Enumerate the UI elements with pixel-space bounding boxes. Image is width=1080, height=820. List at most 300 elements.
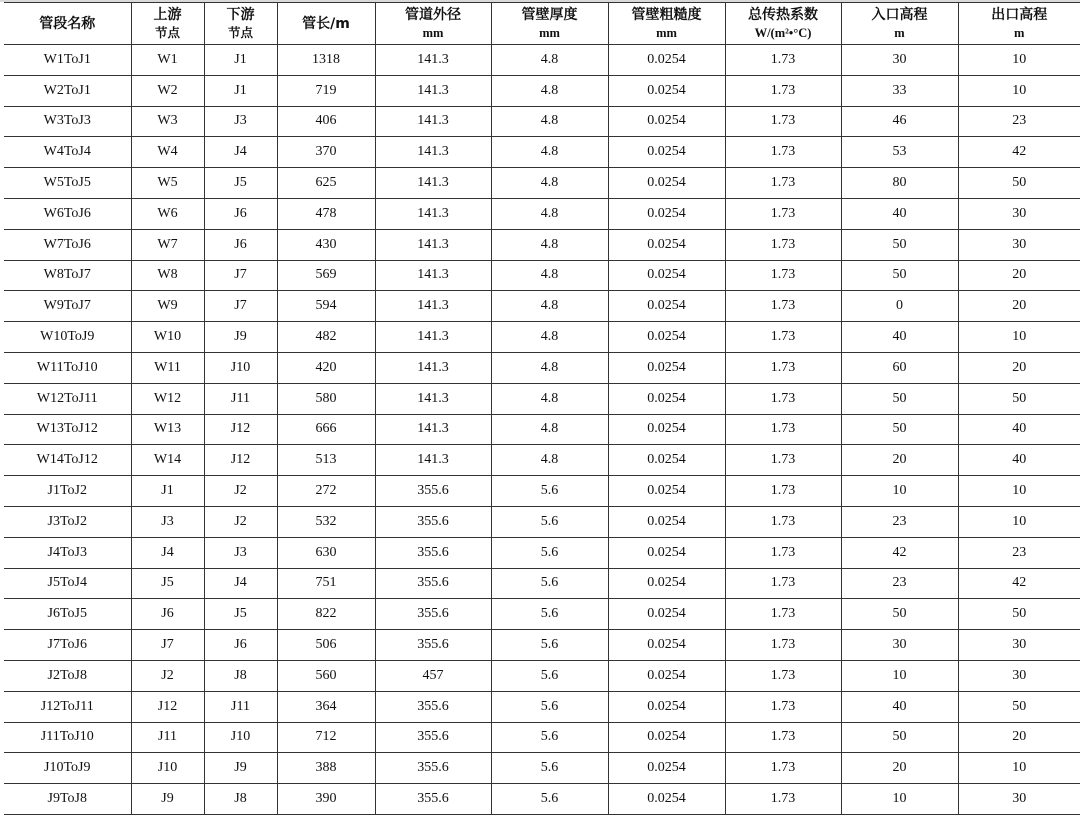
table-cell: J1 (204, 45, 277, 76)
table-cell: W8 (131, 260, 204, 291)
table-cell: 5.6 (491, 476, 608, 507)
table-row (4, 476, 1080, 507)
table-cell: 390 (277, 784, 375, 815)
table-cell: 272 (277, 476, 375, 507)
table-row (4, 229, 1080, 260)
table-cell: 719 (277, 75, 375, 106)
table-cell: 141.3 (375, 322, 491, 353)
table-cell: 420 (277, 352, 375, 383)
table-cell: J4 (204, 568, 277, 599)
table-cell: 10 (958, 45, 1080, 76)
table-cell: 23 (841, 568, 958, 599)
column-header-unit: m (1014, 25, 1025, 40)
table-cell: 40 (841, 691, 958, 722)
column-header-title: 下游 (226, 6, 255, 23)
table-row (4, 260, 1080, 291)
table-cell: J7 (204, 260, 277, 291)
table-cell: 0.0254 (608, 229, 725, 260)
table-cell: 20 (958, 260, 1080, 291)
table-cell: 1.73 (725, 660, 841, 691)
table-cell: 1.73 (725, 630, 841, 661)
table-cell: 141.3 (375, 75, 491, 106)
table-cell: 4.8 (491, 229, 608, 260)
table-row (4, 445, 1080, 476)
table-row (4, 537, 1080, 568)
table-cell: 10 (841, 660, 958, 691)
table-cell: 50 (958, 691, 1080, 722)
table-cell: 1.73 (725, 722, 841, 753)
table-cell: 355.6 (375, 753, 491, 784)
table-cell: 4.8 (491, 291, 608, 322)
table-cell: 4.8 (491, 414, 608, 445)
table-cell: 23 (958, 106, 1080, 137)
table-cell: 1.73 (725, 784, 841, 815)
table-cell: 5.6 (491, 784, 608, 815)
table-cell: 1.73 (725, 599, 841, 630)
table-cell: J1ToJ2 (4, 476, 131, 507)
table-row (4, 414, 1080, 445)
table-cell: W7 (131, 229, 204, 260)
table-cell: 4.8 (491, 260, 608, 291)
table-cell: J6 (204, 229, 277, 260)
column-header (4, 3, 131, 45)
table-cell: 0.0254 (608, 476, 725, 507)
table-cell: 23 (958, 537, 1080, 568)
table-cell: 457 (375, 660, 491, 691)
table-cell: 630 (277, 537, 375, 568)
table-cell: J8 (204, 660, 277, 691)
table-cell: 30 (958, 198, 1080, 229)
table-cell: 141.3 (375, 291, 491, 322)
table-cell: W11ToJ10 (4, 352, 131, 383)
table-cell: 50 (841, 383, 958, 414)
table-cell: 10 (958, 476, 1080, 507)
table-cell: 0.0254 (608, 168, 725, 199)
table-cell: J7ToJ6 (4, 630, 131, 661)
table-cell: 141.3 (375, 229, 491, 260)
table-cell: W1ToJ1 (4, 45, 131, 76)
table-cell: W14ToJ12 (4, 445, 131, 476)
table-cell: W9 (131, 291, 204, 322)
table-cell: 569 (277, 260, 375, 291)
table-cell: 10 (958, 75, 1080, 106)
table-cell: W9ToJ7 (4, 291, 131, 322)
column-header-title: 上游 (153, 6, 182, 23)
table-cell: 0 (841, 291, 958, 322)
column-header-unit: m (894, 25, 905, 40)
table-row (4, 137, 1080, 168)
table-cell: 1.73 (725, 106, 841, 137)
table-cell: 50 (841, 722, 958, 753)
table-body (4, 45, 1080, 815)
pipe-segment-table (4, 2, 1080, 815)
table-cell: 594 (277, 291, 375, 322)
table-cell: 0.0254 (608, 106, 725, 137)
table-row (4, 722, 1080, 753)
table-cell: 355.6 (375, 568, 491, 599)
table-cell: 5.6 (491, 537, 608, 568)
table-cell: W12ToJ11 (4, 383, 131, 414)
column-header-unit: mm (539, 25, 560, 40)
table-row (4, 291, 1080, 322)
table-cell: 822 (277, 599, 375, 630)
table-cell: 0.0254 (608, 383, 725, 414)
table-cell: 141.3 (375, 260, 491, 291)
table-cell: J3 (204, 537, 277, 568)
table-cell: 0.0254 (608, 352, 725, 383)
table-cell: 10 (958, 753, 1080, 784)
table-cell: 560 (277, 660, 375, 691)
table-cell: 1.73 (725, 691, 841, 722)
table-cell: J2ToJ8 (4, 660, 131, 691)
table-cell: 30 (841, 45, 958, 76)
table-row (4, 106, 1080, 137)
table-cell: 141.3 (375, 445, 491, 476)
table-cell: J7 (204, 291, 277, 322)
table-cell: J6 (131, 599, 204, 630)
table-cell: W14 (131, 445, 204, 476)
table-cell: 42 (958, 568, 1080, 599)
table-cell: 355.6 (375, 476, 491, 507)
table-cell: 5.6 (491, 599, 608, 630)
table-cell: J12ToJ11 (4, 691, 131, 722)
table-cell: 4.8 (491, 45, 608, 76)
table-cell: 0.0254 (608, 630, 725, 661)
table-cell: W6ToJ6 (4, 198, 131, 229)
table-cell: 355.6 (375, 722, 491, 753)
table-cell: J9 (204, 322, 277, 353)
table-row (4, 168, 1080, 199)
table-row (4, 75, 1080, 106)
table-cell: 0.0254 (608, 291, 725, 322)
column-header-title: 管壁厚度 (521, 6, 578, 23)
table-cell: J11 (131, 722, 204, 753)
table-cell: J4 (204, 137, 277, 168)
table-cell: 141.3 (375, 383, 491, 414)
table-cell: 482 (277, 322, 375, 353)
table-cell: 0.0254 (608, 722, 725, 753)
column-header-title: 管壁粗糙度 (631, 6, 702, 23)
table-cell: 5.6 (491, 753, 608, 784)
table-cell: 4.8 (491, 322, 608, 353)
table-row (4, 753, 1080, 784)
table-cell: 364 (277, 691, 375, 722)
table-cell: W4ToJ4 (4, 137, 131, 168)
table-cell: 0.0254 (608, 260, 725, 291)
table-cell: 0.0254 (608, 137, 725, 168)
table-cell: 10 (958, 322, 1080, 353)
table-cell: J5 (204, 168, 277, 199)
table-cell: J10 (204, 352, 277, 383)
column-header-title: 入口高程 (871, 6, 928, 23)
table-cell: 141.3 (375, 137, 491, 168)
table-cell: J7 (131, 630, 204, 661)
table-cell: 1.73 (725, 322, 841, 353)
table-cell: 141.3 (375, 352, 491, 383)
table-cell: 1.73 (725, 260, 841, 291)
table-cell: 0.0254 (608, 568, 725, 599)
column-header (277, 3, 375, 45)
column-header-unit: mm (422, 25, 444, 40)
table-header-row (4, 3, 1080, 45)
table-cell: J10ToJ9 (4, 753, 131, 784)
table-cell: 0.0254 (608, 753, 725, 784)
column-header-unit: mm (656, 25, 677, 40)
table-cell: J6 (204, 630, 277, 661)
column-header-unit: 节点 (154, 25, 180, 40)
table-row (4, 322, 1080, 353)
table-cell: 0.0254 (608, 784, 725, 815)
table-cell: W3 (131, 106, 204, 137)
table-cell: 355.6 (375, 537, 491, 568)
table-cell: W7ToJ6 (4, 229, 131, 260)
column-header (131, 3, 204, 45)
table-cell: 42 (958, 137, 1080, 168)
table-cell: 1.73 (725, 414, 841, 445)
table-row (4, 45, 1080, 76)
table-cell: 1.73 (725, 291, 841, 322)
table-cell: W4 (131, 137, 204, 168)
table-cell: 1318 (277, 45, 375, 76)
table-cell: 1.73 (725, 75, 841, 106)
table-cell: J12 (204, 445, 277, 476)
table-row (4, 506, 1080, 537)
column-header (841, 3, 958, 45)
table-cell: J5 (131, 568, 204, 599)
table-cell: 506 (277, 630, 375, 661)
table-cell: 30 (958, 229, 1080, 260)
column-header-title: 管段名称 (39, 15, 96, 32)
table-cell: J12 (204, 414, 277, 445)
table-row (4, 568, 1080, 599)
table-row (4, 352, 1080, 383)
table-row (4, 198, 1080, 229)
table-cell: W13 (131, 414, 204, 445)
table-cell: 406 (277, 106, 375, 137)
table-cell: J9 (131, 784, 204, 815)
table-cell: 4.8 (491, 352, 608, 383)
table-cell: J11 (204, 691, 277, 722)
table-cell: J12 (131, 691, 204, 722)
table-cell: 1.73 (725, 383, 841, 414)
column-header-title: 管道外径 (405, 6, 461, 23)
column-header (204, 3, 277, 45)
table-cell: 53 (841, 137, 958, 168)
table-cell: J3ToJ2 (4, 506, 131, 537)
table-cell: 4.8 (491, 198, 608, 229)
table-cell: 5.6 (491, 660, 608, 691)
table-cell: 141.3 (375, 198, 491, 229)
table-cell: 0.0254 (608, 322, 725, 353)
table-cell: 20 (958, 722, 1080, 753)
table-cell: 5.6 (491, 691, 608, 722)
table-cell: J11 (204, 383, 277, 414)
table-cell: W5ToJ5 (4, 168, 131, 199)
table-cell: 5.6 (491, 722, 608, 753)
table-cell: W3ToJ3 (4, 106, 131, 137)
table-cell: J6 (204, 198, 277, 229)
table-cell: 4.8 (491, 383, 608, 414)
column-header-title: 出口高程 (991, 6, 1048, 23)
table-cell: 712 (277, 722, 375, 753)
table-cell: 513 (277, 445, 375, 476)
table-cell: W13ToJ12 (4, 414, 131, 445)
table-cell: 0.0254 (608, 198, 725, 229)
table-cell: J9 (204, 753, 277, 784)
table-cell: 580 (277, 383, 375, 414)
column-header (958, 3, 1080, 45)
table-cell: 430 (277, 229, 375, 260)
column-header-unit: 节点 (227, 25, 253, 40)
table-cell: W8ToJ7 (4, 260, 131, 291)
table-cell: 355.6 (375, 784, 491, 815)
table-cell: J11ToJ10 (4, 722, 131, 753)
table-cell: 751 (277, 568, 375, 599)
table-cell: 0.0254 (608, 414, 725, 445)
table-cell: 46 (841, 106, 958, 137)
table-cell: W2 (131, 75, 204, 106)
table-cell: 42 (841, 537, 958, 568)
table-cell: 20 (958, 352, 1080, 383)
table-cell: 388 (277, 753, 375, 784)
table-cell: J5 (204, 599, 277, 630)
table-cell: 355.6 (375, 630, 491, 661)
table-cell: 20 (958, 291, 1080, 322)
table-cell: 1.73 (725, 445, 841, 476)
table-cell: J4 (131, 537, 204, 568)
table-cell: 4.8 (491, 137, 608, 168)
table-cell: 80 (841, 168, 958, 199)
table-cell: J6ToJ5 (4, 599, 131, 630)
table-cell: W5 (131, 168, 204, 199)
column-header-title: 总传热系数 (748, 6, 818, 23)
table-cell: 1.73 (725, 229, 841, 260)
table-cell: W12 (131, 383, 204, 414)
table-cell: 33 (841, 75, 958, 106)
table-cell: J1 (204, 75, 277, 106)
table-cell: 1.73 (725, 198, 841, 229)
table-cell: J4ToJ3 (4, 537, 131, 568)
table-cell: 1.73 (725, 168, 841, 199)
table-cell: 1.73 (725, 476, 841, 507)
table-cell: 40 (958, 414, 1080, 445)
table-cell: W2ToJ1 (4, 75, 131, 106)
table-cell: 30 (958, 630, 1080, 661)
table-cell: 1.73 (725, 568, 841, 599)
table-cell: 5.6 (491, 568, 608, 599)
table-cell: 40 (841, 198, 958, 229)
table-cell: 4.8 (491, 168, 608, 199)
table-cell: 141.3 (375, 168, 491, 199)
table-row (4, 691, 1080, 722)
table-cell: 50 (841, 599, 958, 630)
table-cell: 0.0254 (608, 75, 725, 106)
table-cell: J9ToJ8 (4, 784, 131, 815)
table-cell: J2 (204, 476, 277, 507)
table-cell: J2 (131, 660, 204, 691)
table-cell: 141.3 (375, 106, 491, 137)
table-cell: 0.0254 (608, 537, 725, 568)
table-cell: 0.0254 (608, 45, 725, 76)
table-cell: W10ToJ9 (4, 322, 131, 353)
table-cell: 0.0254 (608, 445, 725, 476)
table-cell: 4.8 (491, 106, 608, 137)
column-header (375, 3, 491, 45)
table-cell: 50 (958, 599, 1080, 630)
table-cell: 141.3 (375, 45, 491, 76)
table-cell: 1.73 (725, 137, 841, 168)
table-cell: 355.6 (375, 691, 491, 722)
table-cell: J1 (131, 476, 204, 507)
table-cell: 532 (277, 506, 375, 537)
table-cell: W1 (131, 45, 204, 76)
table-cell: 40 (841, 322, 958, 353)
table-cell: 5.6 (491, 630, 608, 661)
table-cell: 5.6 (491, 506, 608, 537)
table-cell: 23 (841, 506, 958, 537)
table-cell: W6 (131, 198, 204, 229)
column-header-unit: W/(m²•°C) (754, 25, 812, 40)
table-cell: 478 (277, 198, 375, 229)
table-cell: 10 (841, 476, 958, 507)
table-cell: 1.73 (725, 753, 841, 784)
table-cell: 40 (958, 445, 1080, 476)
table-cell: 30 (958, 660, 1080, 691)
table-cell: 355.6 (375, 599, 491, 630)
table-cell: 370 (277, 137, 375, 168)
table-cell: 50 (958, 168, 1080, 199)
table-cell: W11 (131, 352, 204, 383)
table-cell: J8 (204, 784, 277, 815)
table-cell: 30 (958, 784, 1080, 815)
table-cell: 0.0254 (608, 599, 725, 630)
table-cell: 60 (841, 352, 958, 383)
table-cell: J3 (131, 506, 204, 537)
table-row (4, 660, 1080, 691)
table-cell: 50 (841, 414, 958, 445)
table-cell: 4.8 (491, 75, 608, 106)
table-cell: 50 (841, 260, 958, 291)
table-cell: 1.73 (725, 352, 841, 383)
table-cell: 625 (277, 168, 375, 199)
table-cell: J2 (204, 506, 277, 537)
table-cell: 4.8 (491, 445, 608, 476)
column-header (491, 3, 608, 45)
table-row (4, 630, 1080, 661)
table-row (4, 383, 1080, 414)
table-cell: J10 (131, 753, 204, 784)
column-header (608, 3, 725, 45)
table-cell: 50 (841, 229, 958, 260)
table-cell: 20 (841, 445, 958, 476)
column-header (725, 3, 841, 45)
table-row (4, 784, 1080, 815)
table-cell: 20 (841, 753, 958, 784)
table-cell: W10 (131, 322, 204, 353)
table-cell: 1.73 (725, 537, 841, 568)
table-cell: 50 (958, 383, 1080, 414)
table-cell: 10 (841, 784, 958, 815)
table-cell: 1.73 (725, 506, 841, 537)
table-cell: J5ToJ4 (4, 568, 131, 599)
column-header-title: 管长/m (302, 15, 350, 32)
table-row (4, 599, 1080, 630)
table-cell: 0.0254 (608, 660, 725, 691)
table-cell: 0.0254 (608, 691, 725, 722)
table-cell: J3 (204, 106, 277, 137)
table-cell: J10 (204, 722, 277, 753)
table-cell: 1.73 (725, 45, 841, 76)
